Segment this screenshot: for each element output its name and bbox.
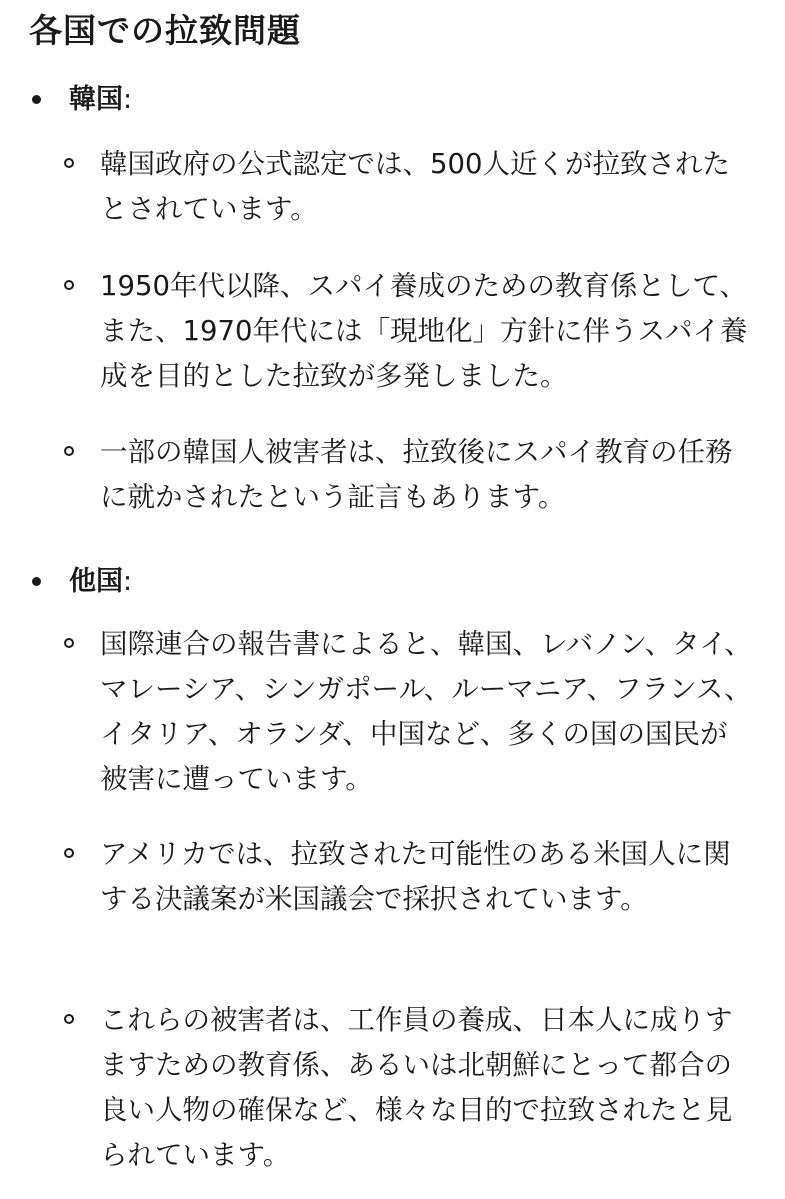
list-item-text: 1950年代以降、スパイ養成のための教育係として、また、1970年代には「現地化」方針に伴うスパイ養成を目的とした拉致が多発しました。 — [100, 270, 748, 392]
list-item-text: 韓国政府の公式認定では、500人近くが拉致されたとされています。 — [100, 148, 730, 225]
section-heading-korea — [0, 80, 785, 120]
bullet-circle-icon — [64, 1014, 74, 1024]
list-item-text: 一部の韓国人被害者は、拉致後にスパイ教育の任務に就かされたという証言もあります。 — [100, 436, 733, 513]
section-label-colon: : — [123, 566, 133, 597]
bullet-circle-icon — [64, 446, 74, 456]
section-label-text: 他国 — [69, 566, 123, 597]
bullet-disc-icon — [32, 577, 41, 586]
bullet-circle-icon — [64, 158, 74, 168]
page-title: 各国での拉致問題 — [29, 11, 301, 50]
section-label — [69, 562, 132, 602]
bullet-circle-icon — [64, 848, 74, 858]
section-label-colon: : — [123, 84, 133, 115]
section-label-text: 韓国 — [69, 84, 123, 115]
bullet-circle-icon — [64, 280, 74, 290]
list-item-text: これらの被害者は、工作員の養成、日本人に成りすますための教育係、あるいは北朝鮮にとって都合の良い人物の確保など、様々な目的で拉致されたと見られています。 — [100, 1004, 733, 1171]
bullet-disc-icon — [32, 95, 41, 104]
list-item-text: アメリカでは、拉致された可能性のある米国人に関する決議案が米国議会で採択されています。 — [100, 838, 731, 915]
section-heading-other-countries — [0, 562, 785, 602]
bullet-circle-icon — [64, 638, 74, 648]
section-label — [69, 80, 132, 120]
list-item-text: 国際連合の報告書によると、韓国、レバノン、タイ、マレーシア、シンガポール、ルーマニア、フランス、イタリア、オランダ、中国など、多くの国の国民が被害に遭っています。 — [100, 628, 752, 795]
